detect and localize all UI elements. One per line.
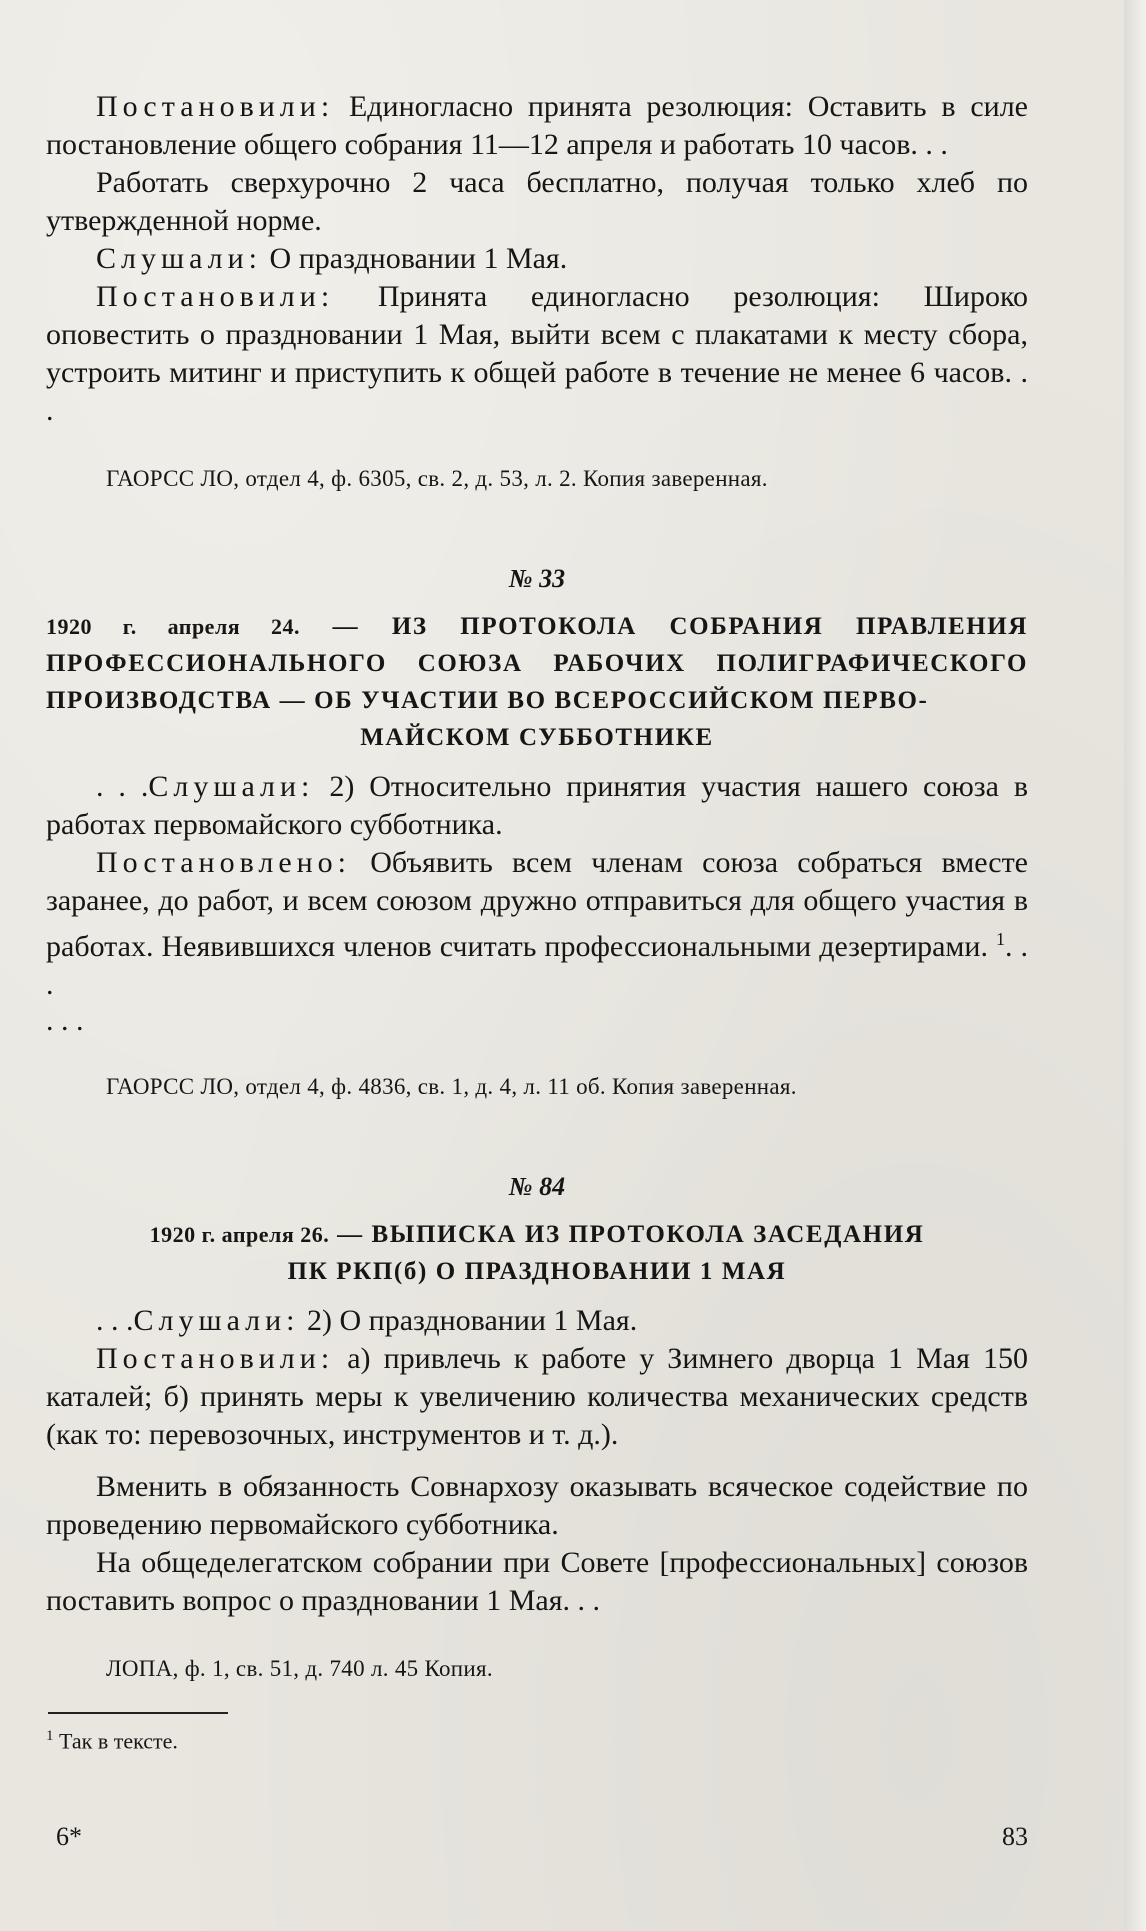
document-title-end: МАЙСКОМ СУББОТНИКЕ [360, 724, 714, 751]
signature-mark: 6* [56, 1822, 82, 1851]
label-postanovili: Постановили: [96, 280, 335, 313]
paragraph [46, 844, 1028, 1004]
document-heading [46, 1216, 1028, 1290]
paragraph [46, 1468, 1028, 1544]
label-postanovili: Постановили: [96, 1342, 335, 1375]
paragraph-text: а) привлечь к работе у Зимнего дворца 1 Мая 150 каталей; б) принять меры к увеличению количества механических средств (как то: перевозочных, инструментов и т. д.). [46, 1342, 1028, 1451]
paragraph-text: Вменить в обязанность Совнархозу оказывать всяческое содействие по проведению первомайского субботника. [46, 1470, 1028, 1541]
paragraph-text: 2) Относительно принятия участия нашего союза в работах первомайского субботника. [46, 770, 1029, 841]
document-date: 1920 г. апреля 26. [149, 1222, 330, 1247]
label-slushali: Слушали: [133, 1304, 300, 1337]
page-number: 83 [1002, 1822, 1028, 1851]
label-postanovleno: Постановлено: [96, 846, 352, 879]
paragraph-text: Объявить всем членам союза собраться вместе заранее, до работ, и всем союзом дружно отправиться для общего участия в работах. Неявившихся членов считать профессиональными дезертирами. [46, 846, 1028, 963]
footnote-mark: 1 [995, 929, 1005, 949]
document-date: 1920 г. апреля 24. [46, 614, 300, 639]
paragraph-text: Единогласно принята резолюция: Оставить в силе постановление общего собрания 11—12 апреля и работать 10 часов. . . [46, 90, 1028, 161]
label-postanovili: Постановили: [96, 90, 335, 123]
document-title: — ВЫПИСКА ИЗ ПРОТОКОЛА ЗАСЕДАНИЯ [329, 1221, 925, 1248]
paragraph-text: 2) О праздновании 1 Мая. [299, 1304, 638, 1337]
ellipsis-line: . . . [46, 1004, 84, 1037]
label-slushali: Слушали: [96, 242, 263, 275]
ellipsis: . . . [96, 1304, 134, 1337]
document-33 [46, 564, 1028, 1102]
paragraph [46, 1340, 1028, 1454]
paragraph-text: На общеделегатском собрании при Совете [профессиональных] союзов поставить вопрос о праздновании 1 Мая. . . [46, 1546, 1028, 1617]
archive-reference: ГАОРСС ЛО, отдел 4, ф. 6305, св. 2, д. 53, л. 2. Копия заверенная. [106, 466, 768, 491]
document-title-end: ПК РКП(б) О ПРАЗДНОВАНИИ 1 МАЯ [287, 1258, 787, 1285]
section-previous-document [46, 88, 1028, 494]
document-heading [46, 608, 1028, 756]
document-title: — ИЗ ПРОТОКОЛА СОБРАНИЯ ПРАВЛЕНИЯ ПРОФЕССИОНАЛЬНОГО СОЮЗА РАБОЧИХ ПОЛИГРАФИЧЕСКОГО ПРОИЗВОДСТВА — ОБ УЧАСТИИ ВО ВСЕРОССИЙСКОМ ПЕРВО- [46, 613, 1029, 714]
ellipsis: . . . [46, 930, 1029, 1001]
ellipsis: . . . [96, 770, 149, 803]
document-number: № 33 [508, 564, 566, 593]
paragraph [46, 278, 1028, 430]
paragraph [46, 1302, 1028, 1340]
document-number: № 84 [508, 1172, 566, 1201]
footnote-divider [48, 1712, 228, 1714]
page-edge [1124, 0, 1146, 1931]
paragraph-text: О праздновании 1 Мая. [262, 242, 568, 275]
footnote [46, 1722, 1028, 1755]
document-84 [46, 1172, 1028, 1684]
page-footer [56, 1822, 1028, 1852]
label-slushali: Слушали: [148, 770, 315, 803]
paragraph [46, 240, 1028, 278]
paragraph [46, 768, 1028, 844]
footnote-text: Так в тексте. [53, 1728, 178, 1754]
paragraph [46, 88, 1028, 164]
archive-reference: ЛОПА, ф. 1, св. 51, д. 740 л. 45 Копия. [106, 1656, 493, 1681]
paragraph-text: Принята единогласно резолюция: Широко оповестить о праздновании 1 Мая, выйти всем с плакатами к месту сбора, устроить митинг и приступить к общей работе в течение не менее 6 часов. . . [46, 280, 1028, 427]
paragraph [46, 1544, 1028, 1620]
archive-reference: ГАОРСС ЛО, отдел 4, ф. 4836, св. 1, д. 4, л. 11 об. Копия заверенная. [106, 1074, 797, 1099]
paragraph [46, 164, 1028, 240]
footnote-mark: 1 [46, 1728, 54, 1744]
paragraph-text: Работать сверхурочно 2 часа бесплатно, получая только хлеб по утвержденной норме. [46, 166, 1028, 237]
